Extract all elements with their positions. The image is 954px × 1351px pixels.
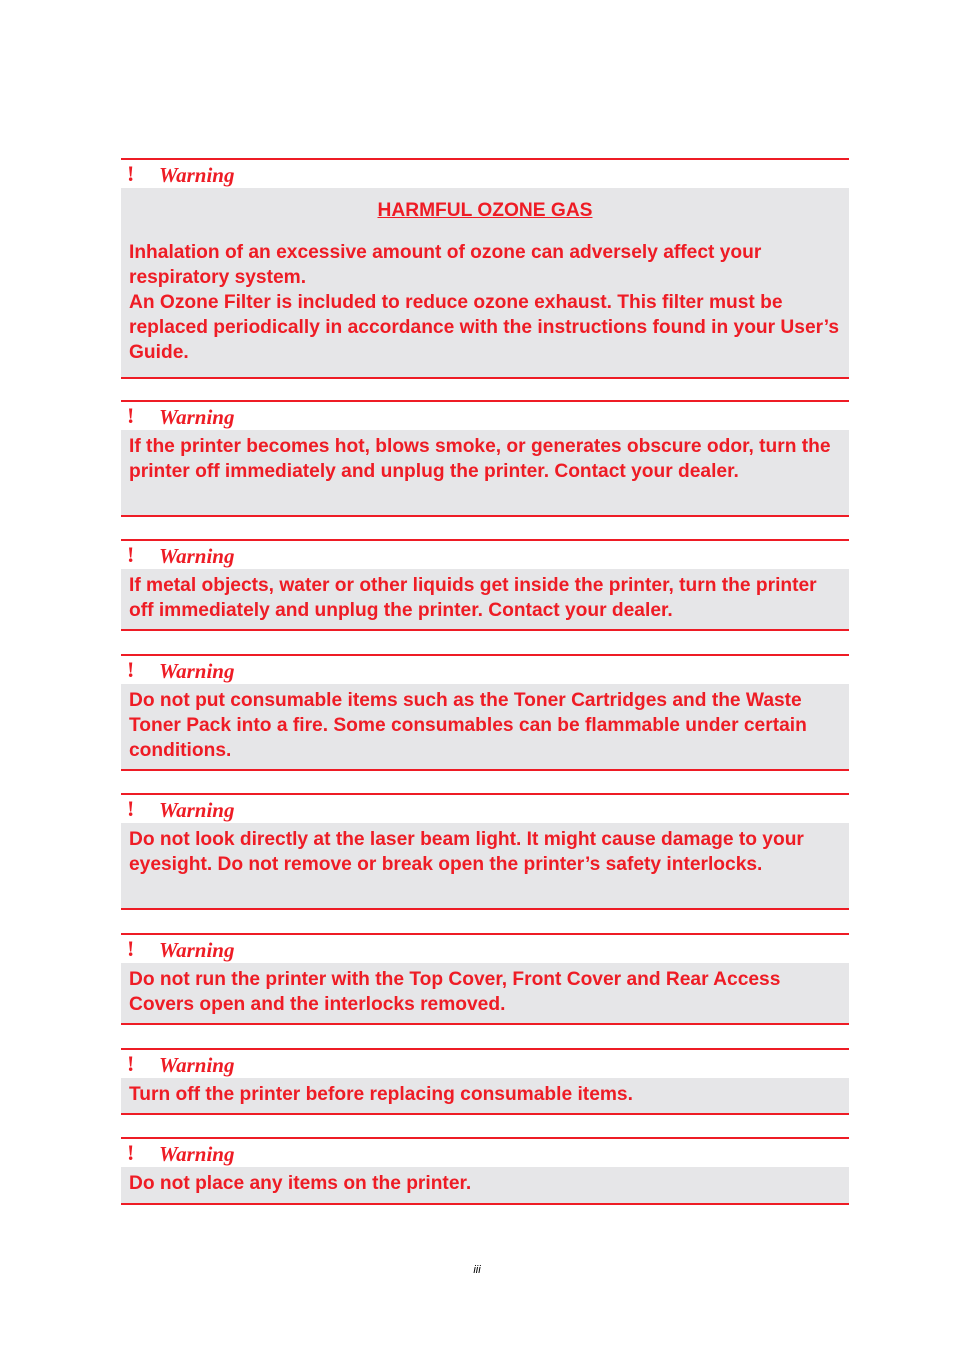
warning-body xyxy=(121,684,849,769)
warning-text: Do not place any items on the printer. xyxy=(129,1173,472,1194)
exclamation-icon: ! xyxy=(127,1140,135,1165)
warning-text: Do not look directly at the laser beam light. It might cause damage to your eyesight. Do not remove or break open the printer’s safety interlocks. xyxy=(129,829,804,875)
warning-header xyxy=(121,795,849,823)
warning-text: Inhalation of an excessive amount of ozone can adversely affect your respiratory system. xyxy=(129,242,762,288)
warning-body xyxy=(121,569,849,629)
warning-header xyxy=(121,160,849,188)
warning-header xyxy=(121,656,849,684)
warning-body xyxy=(121,1167,849,1203)
exclamation-icon: ! xyxy=(127,1051,135,1076)
warning-body xyxy=(121,963,849,1023)
warning-box-overheat xyxy=(121,400,849,517)
warning-box-turn-off xyxy=(121,1048,849,1115)
exclamation-icon: ! xyxy=(127,657,135,682)
warning-header xyxy=(121,935,849,963)
warning-text: An Ozone Filter is included to reduce ozone exhaust. This filter must be replaced periodically in accordance with the instructions found in your User’s Guide. xyxy=(129,292,840,363)
warning-label: Warning xyxy=(159,544,235,568)
warning-body xyxy=(121,1078,849,1113)
warning-label: Warning xyxy=(159,163,235,187)
warning-box-no-items xyxy=(121,1137,849,1205)
warning-label: Warning xyxy=(159,659,235,683)
warning-title: HARMFUL OZONE GAS xyxy=(377,200,593,221)
warning-box-covers xyxy=(121,933,849,1025)
warning-label: Warning xyxy=(159,938,235,962)
warning-box-liquids xyxy=(121,539,849,631)
warning-header xyxy=(121,541,849,569)
exclamation-icon: ! xyxy=(127,796,135,821)
warning-box-ozone xyxy=(121,158,849,379)
page-number: iii xyxy=(473,1264,481,1276)
warning-text: Do not put consumable items such as the Toner Cartridges and the Waste Toner Pack into a fire. Some consumables can be flammable under certain conditions. xyxy=(129,690,807,761)
warning-text: If the printer becomes hot, blows smoke, or generates obscure odor, turn the printer off immediately and unplug the printer. Contact your dealer. xyxy=(129,436,831,482)
warning-text: Do not run the printer with the Top Cover, Front Cover and Rear Access Covers open and the interlocks removed. xyxy=(129,969,781,1015)
warning-body xyxy=(121,823,849,908)
warning-body xyxy=(121,188,849,377)
exclamation-icon: ! xyxy=(127,403,135,428)
warning-label: Warning xyxy=(159,1142,235,1166)
exclamation-icon: ! xyxy=(127,161,135,186)
exclamation-icon: ! xyxy=(127,542,135,567)
warning-text: If metal objects, water or other liquids get inside the printer, turn the printer off immediately and unplug the printer. Contact your dealer. xyxy=(129,575,817,621)
warning-box-fire xyxy=(121,654,849,771)
warning-box-laser xyxy=(121,793,849,910)
warning-label: Warning xyxy=(159,405,235,429)
warning-text: Turn off the printer before replacing consumable items. xyxy=(129,1084,633,1105)
warning-header xyxy=(121,402,849,430)
warning-header xyxy=(121,1050,849,1078)
warning-label: Warning xyxy=(159,1053,235,1077)
exclamation-icon: ! xyxy=(127,936,135,961)
warning-body xyxy=(121,430,849,515)
warning-label: Warning xyxy=(159,798,235,822)
warning-header xyxy=(121,1139,849,1167)
